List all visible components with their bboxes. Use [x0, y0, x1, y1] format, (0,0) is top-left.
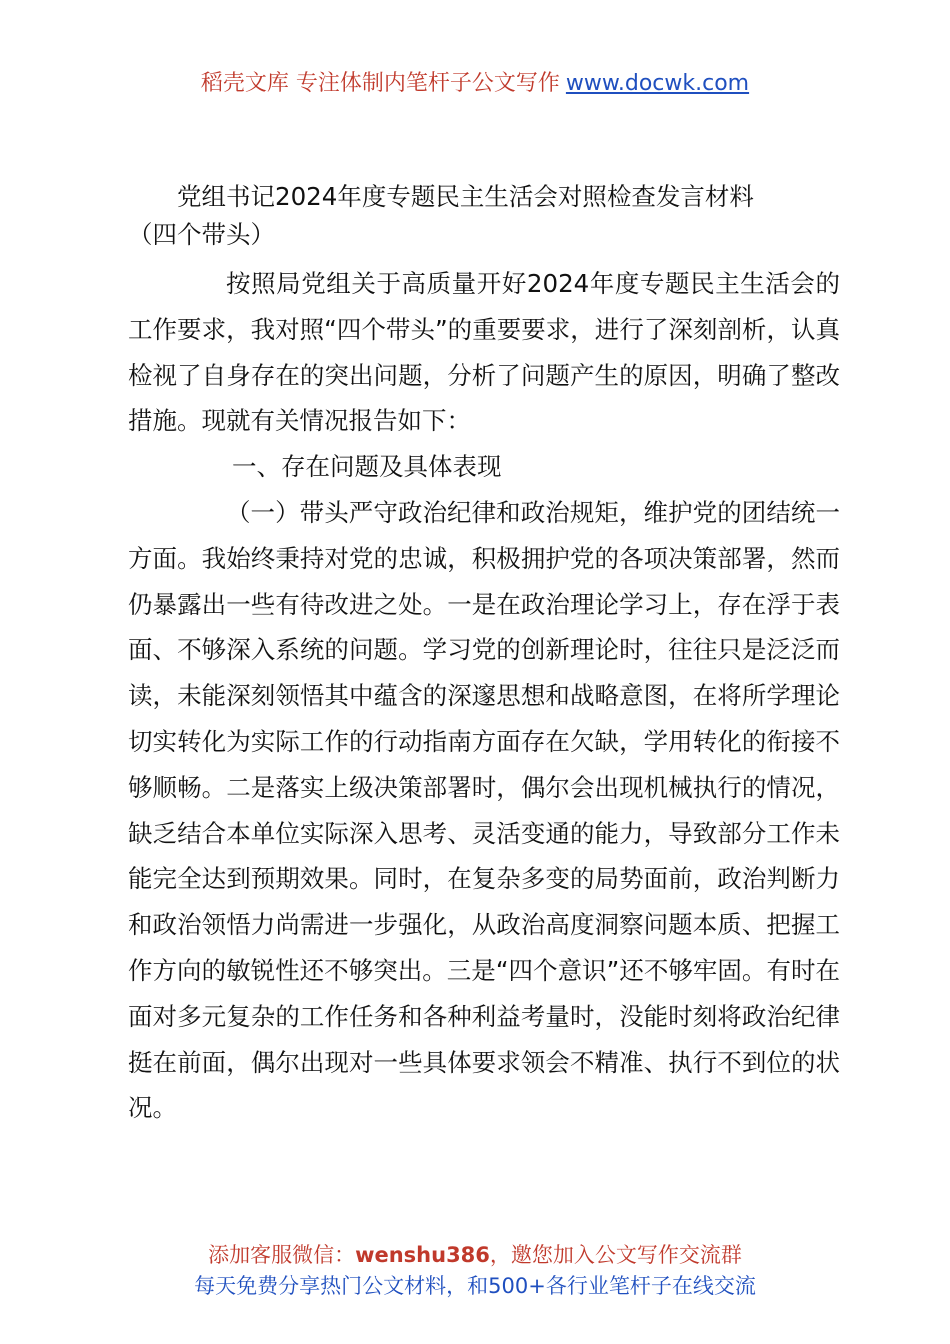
header-brand: 稻壳文库 专注体制内笔杆子公文写作	[200, 71, 560, 96]
document-title: 党组书记2024年度专题民主生活会对照检查发言材料	[177, 182, 754, 211]
footer-contact-suffix: ，邀您加入公文写作交流群	[489, 1243, 742, 1267]
header-url-link[interactable]: www.docwk.com	[565, 71, 750, 96]
document-subtitle: （四个带头）	[128, 220, 275, 249]
footer-contact-prefix: 添加客服微信：	[208, 1243, 356, 1267]
page-header	[0, 68, 950, 100]
document-body	[128, 178, 840, 1131]
footer-wechat-id: wenshu386	[355, 1243, 490, 1267]
section-heading: 一、存在问题及具体表现	[232, 452, 502, 482]
intro-paragraph: 按照局党组关于高质量开好2024年度专题民主生活会的工作要求，我对照“四个带头”的重要要求，进行了深刻剖析，认真检视了自身存在的突出问题，分析了问题产生的原因，明确了整改措施。现就有关情况报告如下：	[128, 269, 840, 436]
footer-promo-line: 每天免费分享热门公文材料，和500+各行业笔杆子在线交流	[194, 1274, 756, 1298]
body-paragraph: （一）带头严守政治纪律和政治规矩，维护党的团结统一方面。我始终秉持对党的忠诚，积极拥护党的各项决策部署，然而仍暴露出一些有待改进之处。一是在政治理论学习上，存在浮于表面、不够深入系统的问题。学习党的创新理论时，往往只是泛泛而读，未能深刻领悟其中蕴含的深邃思想和战略意图，在将所学理论切实转化为实际工作的行动指南方面存在欠缺，学用转化的衔接不够顺畅。二是落实上级决策部署时，偶尔会出现机械执行的情况，缺乏结合本单位实际深入思考、灵活变通的能力，导致部分工作未能完全达到预期效果。同时，在复杂多变的局势面前，政治判断力和政治领悟力尚需进一步强化，从政治高度洞察问题本质、把握工作方向的敏锐性还不够突出。三是“四个意识”还不够牢固。有时在面对多元复杂的工作任务和各种利益考量时，没能时刻将政治纪律挺在前面，偶尔出现对一些具体要求领会不精准、执行不到位的状况。	[128, 497, 840, 1123]
page-footer	[0, 1240, 950, 1302]
footer-contact-line	[0, 1240, 950, 1271]
